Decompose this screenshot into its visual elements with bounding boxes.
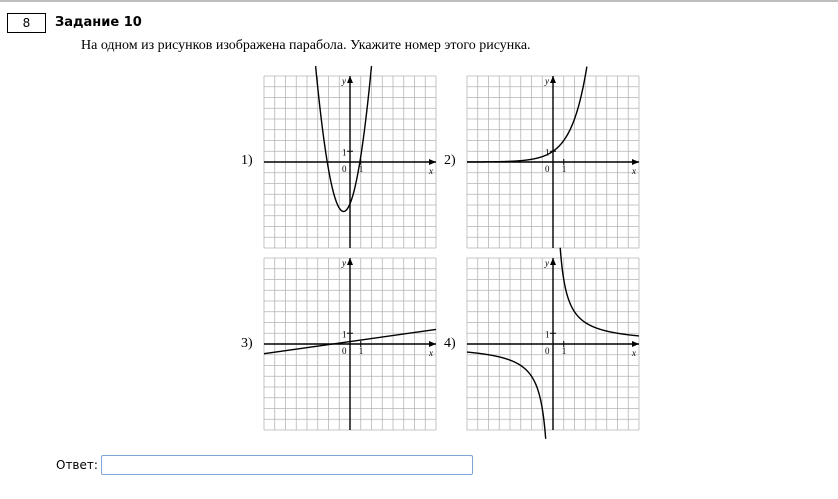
answer-input[interactable] xyxy=(101,455,473,475)
figure-3-graph xyxy=(264,258,436,430)
figure-3-label: 3) xyxy=(241,336,253,351)
figure-2-y-tick-label: 1 xyxy=(545,147,550,158)
top-divider xyxy=(0,0,838,2)
figure-4-origin-label: 0 xyxy=(545,346,550,356)
figure-4-label: 4) xyxy=(444,336,456,351)
figure-4-axes xyxy=(467,258,639,430)
figure-4-x-label: x xyxy=(632,348,636,358)
figure-1-graph xyxy=(264,76,436,248)
figure-4-y-label: y xyxy=(545,258,549,268)
figure-2-origin-label: 0 xyxy=(545,164,550,174)
task-number-badge: 8 xyxy=(7,13,46,33)
figure-2-exponential-curve xyxy=(467,67,587,162)
figure-2-x-label: x xyxy=(632,166,636,176)
figure-3-origin-label: 0 xyxy=(342,346,347,356)
figure-3-x-label: x xyxy=(429,348,433,358)
answer-label: Ответ: xyxy=(56,458,98,472)
figure-1-parabola-curve xyxy=(316,66,372,211)
figure-4-hyperbola-branch-left xyxy=(467,352,546,439)
figure-1-y-label: y xyxy=(342,76,346,86)
figure-3-y-label: y xyxy=(342,258,346,268)
figure-2-graph xyxy=(467,76,639,248)
figure-4-y-tick-label: 1 xyxy=(545,329,550,340)
figure-1-label: 1) xyxy=(241,153,253,168)
figure-1-y-tick-label: 1 xyxy=(342,147,347,158)
figure-3-x-tick-label: 1 xyxy=(358,346,364,356)
figure-1-x-label: x xyxy=(429,166,433,176)
task-question: На одном из рисунков изображена парабола. Укажите номер этого рисунка. xyxy=(81,38,531,53)
figure-4-graph xyxy=(467,258,639,430)
figure-1-origin-label: 0 xyxy=(342,164,347,174)
task-title: Задание 10 xyxy=(55,15,142,30)
figure-2-y-label: y xyxy=(545,76,549,86)
figure-1-axes xyxy=(264,76,436,248)
figure-3-y-tick-label: 1 xyxy=(342,329,347,340)
figure-2-label: 2) xyxy=(444,153,456,168)
figure-1-x-tick-label: 1 xyxy=(358,164,364,174)
figure-4-x-tick-label: 1 xyxy=(561,346,567,356)
figure-3-axes xyxy=(264,258,436,430)
figure-2-x-tick-label: 1 xyxy=(561,164,567,174)
